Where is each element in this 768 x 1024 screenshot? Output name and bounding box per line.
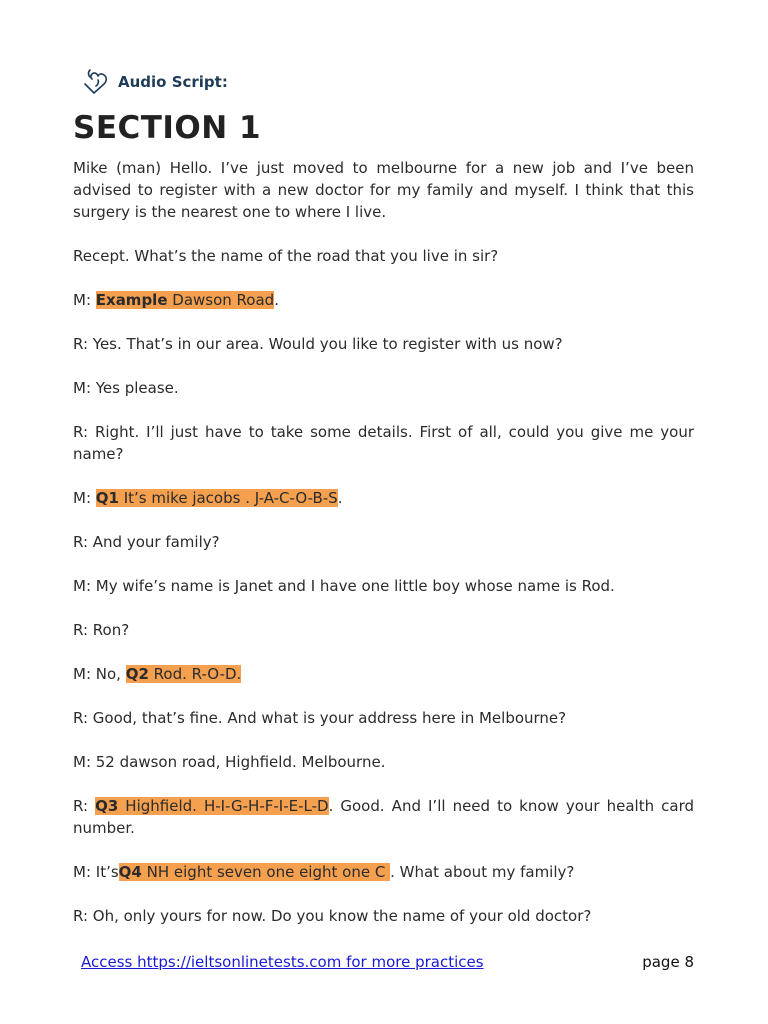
- section-title: SECTION 1: [73, 110, 262, 146]
- question-tag: Example: [95, 291, 168, 309]
- answer-text: Dawson Road: [167, 291, 275, 309]
- audio-script-body: [73, 157, 694, 949]
- answer-highlight: [119, 863, 390, 881]
- script-line-q1: [73, 487, 694, 509]
- script-line: R: Ron?: [73, 621, 130, 639]
- answer-highlight: [96, 291, 274, 309]
- speaker-prefix: M:: [73, 489, 96, 507]
- speaker-prefix: M: It’s: [73, 863, 119, 881]
- page-number: page 8: [642, 953, 694, 971]
- speaker-prefix: R:: [73, 797, 96, 815]
- script-line-q3: [73, 795, 694, 839]
- script-line: R: Yes. That’s in our area. Would you like to register with us now?: [73, 335, 563, 353]
- practice-link[interactable]: Access https://ieltsonlinetests.com for more practices: [81, 953, 484, 971]
- line-suffix: . Good. And I’ll need to know your health card number.: [73, 797, 694, 837]
- script-line-example: [73, 289, 694, 311]
- script-line-q4: [73, 861, 694, 883]
- script-line: R: Oh, only yours for now. Do you know the name of your old doctor?: [73, 907, 592, 925]
- speaker-prefix: M:: [73, 291, 96, 309]
- line-suffix: . What about my family?: [390, 863, 575, 881]
- question-tag: Q4: [118, 863, 142, 881]
- question-tag: Q1: [95, 489, 119, 507]
- script-line: R: And your family?: [73, 533, 220, 551]
- answer-highlight: [96, 489, 338, 507]
- question-tag: Q3: [95, 797, 119, 815]
- audio-script-header: [80, 67, 228, 97]
- question-tag: Q2: [125, 665, 149, 683]
- script-line: Mike (man) Hello. I’ve just moved to melbourne for a new job and I’ve been advised to register with a new doctor for my family and myself. I think that this surgery is the nearest one to where I live.: [73, 159, 694, 221]
- answer-text: Rod. R-O-D.: [148, 665, 242, 683]
- audio-script-label: Audio Script:: [118, 73, 228, 91]
- script-line: R: Good, that’s fine. And what is your address here in Melbourne?: [73, 709, 567, 727]
- script-line: R: Right. I’ll just have to take some details. First of all, could you give me your name?: [73, 423, 694, 463]
- answer-highlight: [95, 797, 329, 815]
- line-suffix: .: [274, 291, 279, 309]
- answer-text: NH eight seven one eight one C: [141, 863, 391, 881]
- script-line: M: My wife’s name is Janet and I have one little boy whose name is Rod.: [73, 577, 615, 595]
- answer-text: Highfield. H-I-G-H-F-I-E-L-D: [118, 797, 329, 815]
- script-line: M: Yes please.: [73, 379, 179, 397]
- line-suffix: .: [337, 489, 343, 507]
- answer-highlight: [126, 665, 242, 683]
- answer-text: It’s mike jacobs . J-A-C-O-B-S: [118, 489, 338, 507]
- script-line-q2: [73, 663, 694, 685]
- speaker-prefix: M: No,: [73, 665, 126, 683]
- script-line: M: 52 dawson road, Highfield. Melbourne.: [73, 753, 386, 771]
- ear-icon: [80, 67, 110, 97]
- script-line: Recept. What’s the name of the road that you live in sir?: [73, 247, 499, 265]
